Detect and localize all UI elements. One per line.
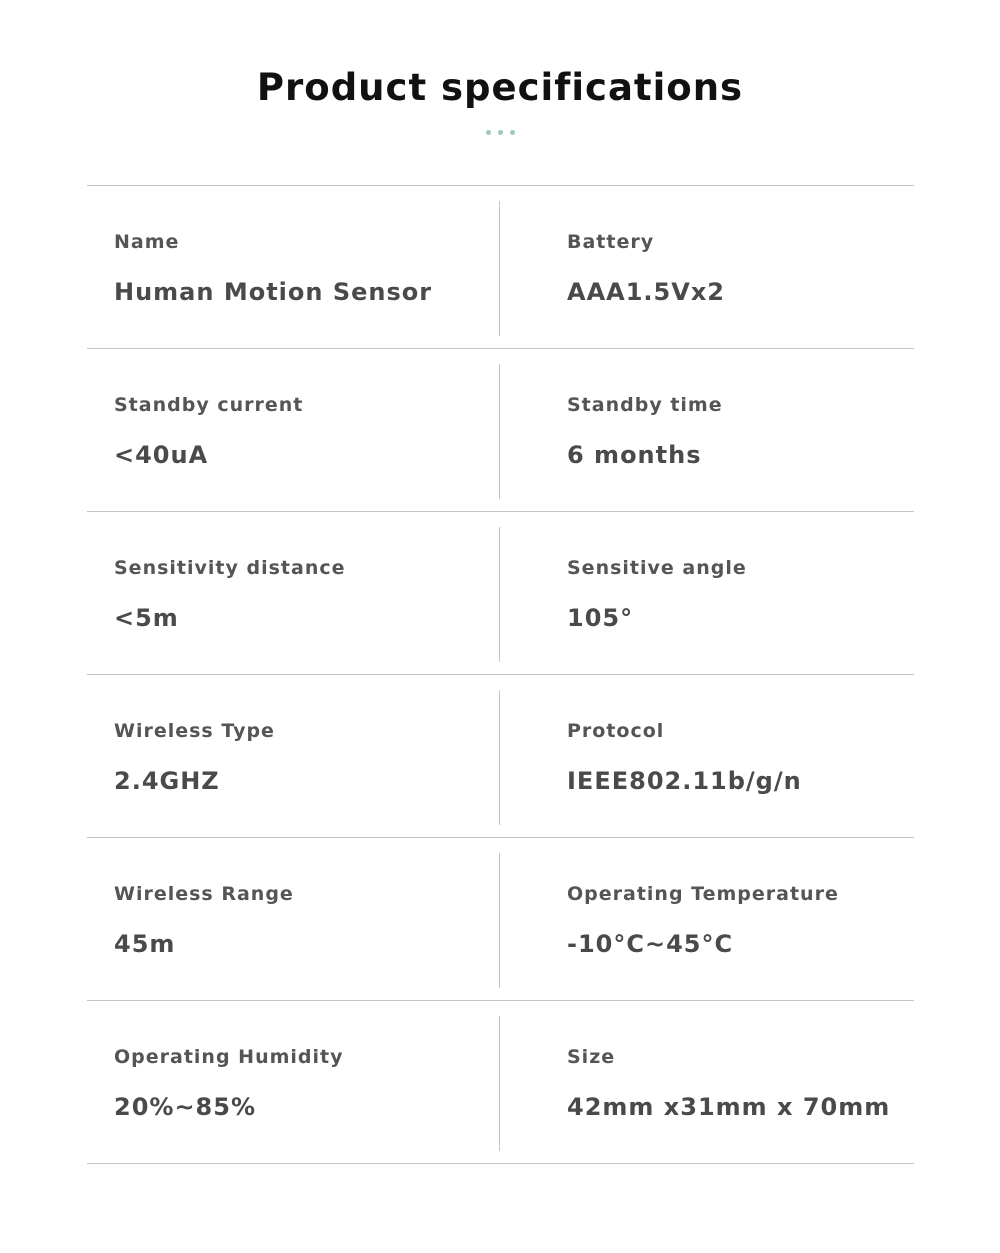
spec-label: Wireless Range [114, 883, 294, 905]
column-divider [499, 690, 500, 825]
spec-label: Operating Temperature [567, 883, 839, 905]
spec-label: Name [114, 231, 180, 253]
spec-label: Standby current [114, 394, 304, 416]
spec-table [87, 185, 914, 1164]
spec-value: 6 months [567, 441, 702, 469]
spec-label: Protocol [567, 720, 665, 742]
dot-icon [510, 130, 515, 135]
spec-value: Human Motion Sensor [114, 278, 433, 306]
spec-value: IEEE802.11b/g/n [567, 767, 802, 795]
spec-label: Battery [567, 231, 655, 253]
dot-icon [486, 130, 491, 135]
spec-row [87, 838, 914, 1001]
spec-value: -10°C~45°C [567, 930, 734, 958]
title-dots-decoration [0, 130, 1000, 135]
spec-value: <40uA [114, 441, 209, 469]
spec-value: <5m [114, 604, 179, 632]
spec-value: 105° [567, 604, 634, 632]
column-divider [499, 527, 500, 662]
spec-row [87, 675, 914, 838]
spec-value: 2.4GHZ [114, 767, 220, 795]
spec-value: AAA1.5Vx2 [567, 278, 725, 306]
column-divider [499, 201, 500, 336]
spec-value: 42mm x31mm x 70mm [567, 1093, 891, 1121]
column-divider [499, 853, 500, 988]
spec-label: Sensitive angle [567, 557, 747, 579]
spec-row [87, 512, 914, 675]
spec-value: 45m [114, 930, 176, 958]
page-title: Product specifications [256, 66, 744, 109]
column-divider [499, 364, 500, 499]
spec-row [87, 349, 914, 512]
spec-label: Standby time [567, 394, 723, 416]
spec-row [87, 1001, 914, 1164]
spec-label: Sensitivity distance [114, 557, 346, 579]
dot-icon [498, 130, 503, 135]
spec-row [87, 186, 914, 349]
column-divider [499, 1016, 500, 1151]
spec-label: Size [567, 1046, 616, 1068]
spec-label: Operating Humidity [114, 1046, 344, 1068]
spec-label: Wireless Type [114, 720, 275, 742]
spec-value: 20%~85% [114, 1093, 256, 1121]
